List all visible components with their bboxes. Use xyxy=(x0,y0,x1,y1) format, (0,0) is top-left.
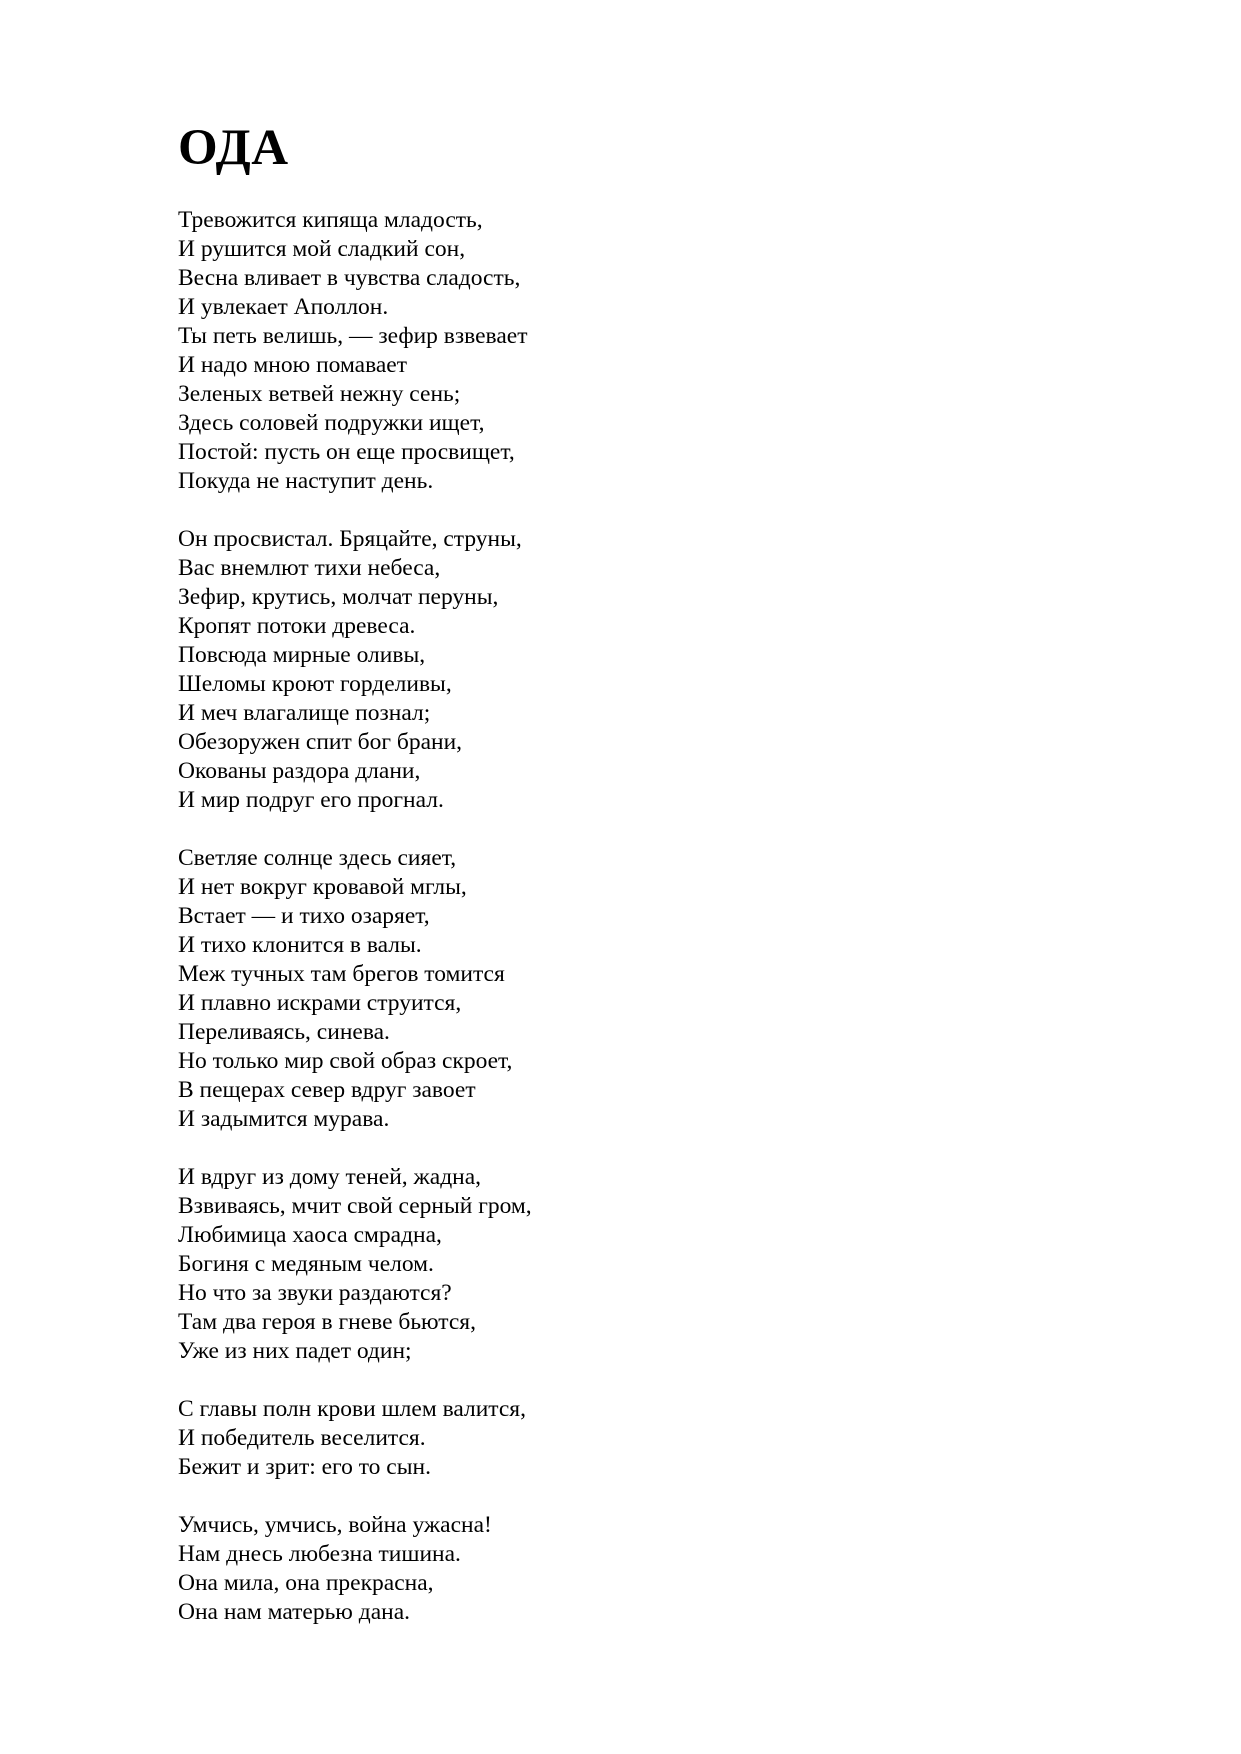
poem-line: Уже из них падет один; xyxy=(178,1338,412,1364)
poem-line: Он просвистал. Бряцайте, струны, xyxy=(178,526,522,552)
poem-line: Светляе солнце здесь сияет, xyxy=(178,845,457,871)
poem-line: И рушится мой сладкий сон, xyxy=(178,236,466,262)
stanza-6 xyxy=(178,1511,1138,1627)
poem-line: Окованы раздора длани, xyxy=(178,758,421,784)
poem-line: И нет вокруг кровавой мглы, xyxy=(178,874,467,900)
poem-line: И мир подруг его прогнал. xyxy=(178,787,444,813)
poem-line: Но что за звуки раздаются? xyxy=(178,1280,452,1306)
poem-line: И меч влагалище познал; xyxy=(178,700,431,726)
poem-line: Встает — и тихо озаряет, xyxy=(178,903,430,929)
poem-line: Там два героя в гневе бьются, xyxy=(178,1309,476,1335)
poem-line: И тихо клонится в валы. xyxy=(178,932,422,958)
stanza-5 xyxy=(178,1395,1138,1482)
poem-line: Переливаясь, синева. xyxy=(178,1019,390,1045)
poem-line: Умчись, умчись, война ужасна! xyxy=(178,1512,492,1538)
poem-title: ОДА xyxy=(178,120,289,176)
poem-line: Покуда не наступит день. xyxy=(178,468,434,494)
document-page xyxy=(178,118,1138,1656)
poem-line: И увлекает Аполлон. xyxy=(178,294,389,320)
poem-line: Но только мир свой образ скроет, xyxy=(178,1048,513,1074)
poem-line: И задымится мурава. xyxy=(178,1106,390,1132)
poem-line: И надо мною помавает xyxy=(178,352,407,378)
poem-line: Зеленых ветвей нежну сень; xyxy=(178,381,461,407)
poem-line: Зефир, крутись, молчат перуны, xyxy=(178,584,499,610)
poem-line: Тревожится кипяща младость, xyxy=(178,207,483,233)
poem-line: Она нам матерью дана. xyxy=(178,1599,411,1625)
poem-line: Постой: пусть он еще просвищет, xyxy=(178,439,515,465)
stanza-3 xyxy=(178,844,1138,1134)
poem-line: Вас внемлют тихи небеса, xyxy=(178,555,441,581)
poem-line: Кропят потоки древеса. xyxy=(178,613,416,639)
stanza-2 xyxy=(178,525,1138,815)
poem-line: Бежит и зрит: его то сын. xyxy=(178,1454,431,1480)
poem-line: И победитель веселится. xyxy=(178,1425,426,1451)
poem-line: Богиня с медяным челом. xyxy=(178,1251,434,1277)
poem-line: Обезоружен спит бог брани, xyxy=(178,729,463,755)
poem-line: И плавно искрами струится, xyxy=(178,990,462,1016)
poem-line: Любимица хаоса смрадна, xyxy=(178,1222,442,1248)
poem-line: Она мила, она прекрасна, xyxy=(178,1570,434,1596)
stanza-4 xyxy=(178,1163,1138,1366)
poem-line: Взвиваясь, мчит свой серный гром, xyxy=(178,1193,532,1219)
poem-line: И вдруг из дому теней, жадна, xyxy=(178,1164,482,1190)
poem-line: В пещерах север вдруг завоет xyxy=(178,1077,476,1103)
poem-line: Меж тучных там брегов томится xyxy=(178,961,505,987)
poem-line: Здесь соловей подружки ищет, xyxy=(178,410,485,436)
poem-line: С главы полн крови шлем валится, xyxy=(178,1396,526,1422)
poem-line: Нам днесь любезна тишина. xyxy=(178,1541,461,1567)
poem-line: Ты петь велишь, — зефир взвевает xyxy=(178,323,528,349)
poem-line: Шеломы кроют горделивы, xyxy=(178,671,452,697)
stanza-1 xyxy=(178,206,1138,496)
poem-line: Весна вливает в чувства сладость, xyxy=(178,265,521,291)
poem-line: Повсюда мирные оливы, xyxy=(178,642,426,668)
